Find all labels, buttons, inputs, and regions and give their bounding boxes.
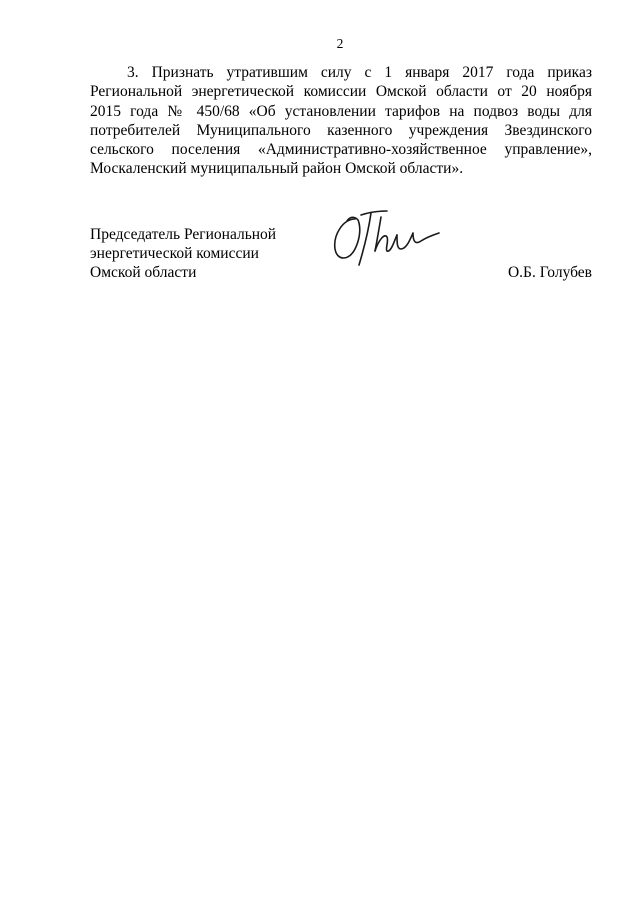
body-paragraph: [90, 63, 592, 179]
signatory-title: [90, 225, 330, 282]
paragraph-line: 3. Признать утратившим силу с 1 января 2017 года приказ: [127, 64, 592, 81]
signatory-title-line: Председатель Региональной: [90, 226, 277, 243]
handwritten-signature: [325, 205, 445, 275]
page-number: 2: [336, 36, 344, 51]
paragraph-line: сельского поселения «Административно-хозяйственное управление»,: [90, 141, 592, 159]
paragraph-line: 2015 года № 450/68 «Об установлении тарифов на подвоз воды для: [90, 102, 592, 120]
signatory-name: О.Б. Голубев: [507, 264, 592, 281]
paragraph-line: Региональной энергетической комиссии Омской области от 20 ноября: [90, 83, 592, 101]
paragraph-line: потребителей Муниципального казенного учреждения Звездинского: [90, 121, 592, 139]
signatory-title-line: Омской области: [90, 264, 197, 281]
paragraph-line: Москаленский муниципальный район Омской области».: [90, 160, 464, 178]
signatory-title-line: энергетической комиссии: [90, 245, 259, 262]
